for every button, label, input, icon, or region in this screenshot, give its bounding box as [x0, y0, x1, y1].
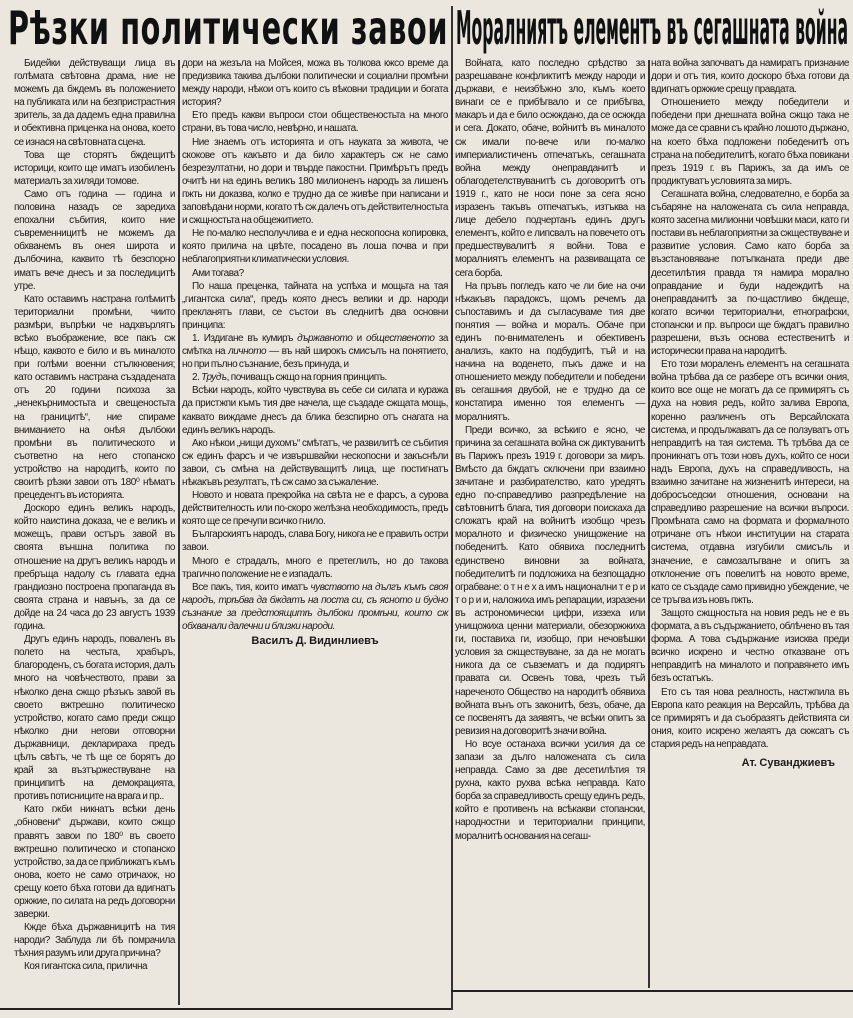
- paragraph: Ето съ тая нова реалность, настжпила въ Европа като реакция на Версайлъ, трѣбва да се примирятъ и да съобразятъ действията си ония, които искрено желаятъ да скжсатъ съ стария редъ на неправдата.: [651, 686, 849, 750]
- paragraph: Ето предъ какви въпроси стои общественостьта на много страни, въ това число, невѣрно, и нашата.: [182, 110, 448, 135]
- emphasis: общественото: [366, 332, 435, 344]
- text: и: [352, 332, 367, 344]
- paragraph: Новото и новата прекройка на свѣта не е фарсъ, а сурова действителность или по-скоро желѣзна необходимость, предъ която ще се пречупи всичко гнило.: [182, 490, 448, 528]
- article1-bottom-rule: [0, 1008, 451, 1010]
- text: , почиващъ сжщо на горния принципъ.: [226, 372, 387, 384]
- closing-paragraph: [182, 581, 448, 633]
- paragraph: Българскиятъ народъ, слава Богу, никога не е правилъ остри завои.: [182, 529, 448, 554]
- paragraph: Ние знаемъ отъ историята и отъ науката за живота, че скокове отъ какъвто и да било характеръ сж не само безрезултатни, но дори и твърде пакостни. Примѣрътъ предъ очитѣ ни на единъ великъ 180 милионенъ народъ за лишенъ пжть ни доказва, колко е трудно да се живѣе при написани и заповѣдани норми, когато тѣ сж далечъ отъ действителностьта и сжщностьта на общежитието.: [182, 136, 448, 227]
- text: 1. Издигане въ кумиръ: [192, 332, 298, 344]
- paragraph: Но всуе останаха всички усилия да се запази за дълго наложената съ сила неправда. Само за две десетилѣтия тя рухна, както рухва всѣка неправда. Като борба за справедливость срещу единъ редъ, който е противенъ на всѣкакви стопански, народностни и териториални принципи, моралнитѣ основания на сегаш-: [455, 738, 645, 842]
- paragraph: По наша преценка, тайната на успѣха и мощьта на тая „гигантска сила“, предъ която днесъ велики и др. народи прекланятъ глави, се състои въ следнитѣ два основни принципа:: [182, 280, 448, 331]
- emphasis: чувството на дългъ къмъ своя народъ, трѣбва да бждатъ на поста си, съ ясното и будно съзнание за предстоящитѣ дълбоки промѣни, които сж обхванали далечни и близки народи.: [182, 581, 448, 633]
- paragraph: Бидейки действуващи лица въ голѣмата свѣтовна драма, ние не можемъ да бждемъ въ положението на публиката или на безпристрастния зритель, за да дадемъ една правилна и обективна приценка на онова, което се изнася на свѣтовната сцена.: [14, 58, 175, 148]
- author-signature: Василъ Д. Видинлиевъ: [251, 635, 379, 648]
- principle-2: [182, 371, 448, 384]
- emphasis: Трудъ: [201, 372, 227, 384]
- paragraph: Като гжби никнатъ всѣки день „обновени“ държави, които сжщо правятъ завои по 180⁰ въ своето вжтрешно политическо и стопанско устройство, за да се приближатъ къмъ онова, което не само отричахж, но срещу което бѣха готови да вдигнатъ оржжие, по силата на редъ договорни заверки.: [14, 804, 175, 921]
- paragraph: ната война започватъ да намиратъ признание дори и отъ тия, които доскоро бѣха готови да вдигнатъ оржжие срещу правдата.: [651, 58, 849, 96]
- text: за смѣтка на: [182, 332, 448, 358]
- paragraph: Войната, като последно срѣдство за разрешаване конфликтитѣ между народи и държави, е неизбѣжно зло, къмъ което винаги се е прибѣгвало и се прибѣгва, макаръ и да е било осжждано, да се осжжда и сега. Докато, обаче, войнитѣ въ миналото сж имали по-вече или по-малко империалистиченъ отпечатъкъ, сегашната война между онеправданитѣ и облагодетелствуванитѣ съ договоритѣ отъ 1919 г., като не носи поне за сега ясно изразенъ такъвъ отпечатъкъ, изтъква на лице дебело подчертанъ единъ другъ елементъ, който е липсвалъ на повечето отъ предшествувалитѣ я войни. Това е моралниятъ елементъ на развиващата се сега борба.: [455, 58, 645, 279]
- paragraph: Преди всичко, за всѣкиго е ясно, че причина за сегашната война сж диктуванитѣ въ Парижъ презъ 1919 г. договори за миръ. Вмѣсто да бждатъ сключени при взаимно зачитане и разбирателство, като уредятъ едно по-справедливо разпредѣление на свѣтовнитѣ блага, тия договори поискаха да сложатъ край на войнитѣ изобщо чрезъ моралното и физическо унищожение на победенитѣ. Като обявиха последнитѣ единствено виновни за войната, победителитѣ ги подложиха на безпощадно ограбване: о т н е х а имъ национални т е р и т о р и и, наложиха имъ репарации, изразени въ астрономически цифри, иззеха или унищожиха ценни материали, обезоржжиха ги, поставиха ги, изобщо, при нечовѣшки условия за сжществуване, за да не могатъ никога да се съвзематъ и да подирятъ правата си. Освенъ това, чрезъ тъй нареченото Общество на народитѣ обявиха войната вънъ отъ законитѣ, безъ, обаче, да се посвенятъ да заявятъ, че всѣки опитъ за ревизия на договоритѣ значи война.: [455, 424, 645, 737]
- paragraph: Не по-малко несполучлива е и една нескопосна копировка, която прилича на цвѣте, посадено въ лоша почва и при неблагоприятни климатически условия.: [182, 228, 448, 266]
- article-divider: [451, 6, 453, 1010]
- emphasis: личното: [228, 346, 267, 358]
- paragraph: Само отъ година — година и половина назадъ се заредиха епохални събития, които ние съвременницитѣ не можемъ да обхванемъ въ онея широта и дълбочина, каквито тѣ безспорно иматъ вече днесъ и за последицитѣ утре.: [14, 188, 175, 292]
- paragraph: Това ще сторятъ бждещитѣ историци, които ще иматъ изобиленъ материалъ за хиляди томове.: [14, 149, 175, 187]
- column-divider: [648, 60, 650, 988]
- paragraph: Всѣки народъ, който чувствува въ себе си силата и куража да пристжпи къмъ тия две начела, ще създаде сжщата мощь, каквато виждаме днесъ да блика безспирно отъ снагата на единъ великъ народъ.: [182, 385, 448, 436]
- emphasis: държавното: [297, 332, 353, 344]
- text: Все пакъ, тия, които иматъ: [192, 581, 311, 593]
- article2-column-1: [455, 57, 645, 843]
- principle-1: [182, 332, 448, 371]
- paragraph: Като оставимъ настрана голѣмитѣ териториални промѣни, чиито размѣри, въпрѣки че надхвърлятъ всѣко въображение, все пакъ сж нѣщо, каквото е било и въ миналото при голѣми военни стълкновения; като оставимъ настрана създадената отъ 20 години психоза за „ненекърнимостьта и свещеностьта на границитѣ“, ние спираме вниманието на онѣя дълбоки промѣни въ политическото и съответно на него стопанско устройство на народитѣ, които по своитѣ рѣзки завои отъ 180⁰ нѣматъ прецедентъ въ историята.: [14, 293, 175, 502]
- paragraph: Ами тогава?: [192, 267, 244, 279]
- article2-headline: Моралниятъ елементъ въ сегашната война: [456, 1, 849, 55]
- paragraph: Ето този моралeнъ елементъ на сегашната война трѣбва да се разбере отъ всички ония, които все още не могатъ да се примирятъ съ духа на новия редъ, който залива Европа, коренно различенъ отъ Версайлската система, и продължаватъ да се ползуватъ отъ неправдитѣ на тая система. Тѣ трѣбва да се проникнатъ отъ този новъ духъ, който се носи надъ Европа, духъ на справедливость, на взаимно зачитане на жизненитѣ интереси, на добросъседски отношения, основани на справедливо разрешение на всички въпроси. Промѣната само на формата и формалното отричане отъ нѣкои институции на старата система, отдавна изгубили смисъль и значение, е самозалъгване и опитъ за отклонение отъ повелитѣ на новото време, като се създаде само привидно убеждение, че се тръгва изъ новъ пжть.: [651, 359, 849, 606]
- paragraph: Коя гигантска сила, прилична: [24, 961, 148, 973]
- paragraph: Отношението между победители и победени при днешната война сжщо така не може да се сравни съ крайно лошото държано, на което бѣха подложени победенитѣ отъ страна на победителитѣ, когато бѣха повикани презъ 1919 г. въ Парижъ, за да имъ се продиктуватъ условията за миръ.: [651, 97, 849, 187]
- paragraph: Доскоро единъ великъ народъ, който наистина доказа, че е великъ и можещъ, прави остъръ завой въ своята външна политика по отношение на другъ великъ народъ и пребръща надолу съ главата една грандиозно построена пропаганда въ своята страна и навънъ, за да се дойде на 24 часа до 23 августъ 1939 година.: [14, 503, 175, 633]
- article1-headline: Рѣзки политически завои: [8, 1, 449, 55]
- column-divider: [178, 60, 180, 1005]
- paragraph: Сегашната война, следователно, е борба за събаряне на наложената съ сила неправда, която засегна милионни човѣшки маси, като ги постави въ неблагоприятни за сжществуване и развитие условия. Само като борба за възстановяване потъпканата преди две десетилѣтия правда тя намира морално оправдание и буди надеждитѣ на онеправданитѣ за по-щастливо бждеще, когато всички териториални, етнографски, стопански и пр. въпроси ще бждатъ правилно разрешени, възъ основа естественитѣ и исторически права на народитѣ.: [651, 188, 849, 358]
- article2-bottom-rule: [451, 990, 853, 992]
- paragraph: Кжде бѣха държавницитѣ на тия народи? Заблуда ли бѣ помрачила тѣхния разумъ или друга причина?: [14, 922, 175, 960]
- author-signature: Ат. Суванджиевъ: [741, 756, 835, 769]
- text: — въ най широкъ смисълъ на понятието, но при пълно съзнание, безъ принуда, и: [182, 346, 448, 371]
- paragraph: На пръвъ погледъ като че ли бие на очи нѣкакъвъ парадоксъ, щомъ речемъ да съпоставимъ и да съгласуваме тия две понятия — война и моралъ. Обаче при единъ по-внимателенъ и обективенъ анализъ, както на подбудитѣ, тъй и на начина на воденето, пъкъ даже и на отношението между победители и победени въ сегашния двубой, не е трудно да се констатира именно тоя елементъ — моралниятъ.: [455, 280, 645, 423]
- paragraph: Другъ единъ народъ, поваленъ въ полето на честьта, храбъръ, благороденъ, съ богата история, далъ много на човѣчеството, прави за нѣколко дена сжщо рѣзъкъ завой въ своето вжтрешно политическо устройство, когато само преди сжщо нѣколко дни негови отговорни държавници, декларираха предъ цѣлъ свѣтъ, че тѣ ще се борятъ до край за възтържествуване на принципитѣ на демокрацията, противъ потисниците на врага и пр..: [14, 634, 175, 803]
- article2-column-2: [651, 57, 849, 770]
- paragraph: дори на жезъла на Мойсея, можа въ толкова кжсо време да предизвика такива дълбоки политически и социални промѣни между народи, нѣкои отъ които съ вѣковни традиции и богата история?: [182, 58, 448, 109]
- article1-column-1: [14, 57, 175, 974]
- paragraph: Защото сжщностьта на новия редъ не е въ формата, а въ съдържанието, облѣчено въ тая форма. А това съдържание изисква преди всичко искрено и честно отказване отъ неправдитѣ на миналото и поправянето имъ безъ остатъкъ.: [651, 607, 849, 685]
- text: 2.: [192, 372, 202, 384]
- paragraph: Много е страдалъ, много е претеглилъ, но до такова трагично положение не е изпадалъ.: [182, 555, 448, 580]
- paragraph: Ако нѣкои „нищи духомъ“ смѣтатъ, че развилитѣ се събития сж единъ фарсъ и че извършвайки нескопосни и закъснѣли завои, съ смѣна на действуващитѣ лица, ще постигнатъ нѣкакъвъ резултатъ, тѣ сж само за съжаление.: [182, 437, 448, 488]
- article1-column-2: [182, 57, 448, 648]
